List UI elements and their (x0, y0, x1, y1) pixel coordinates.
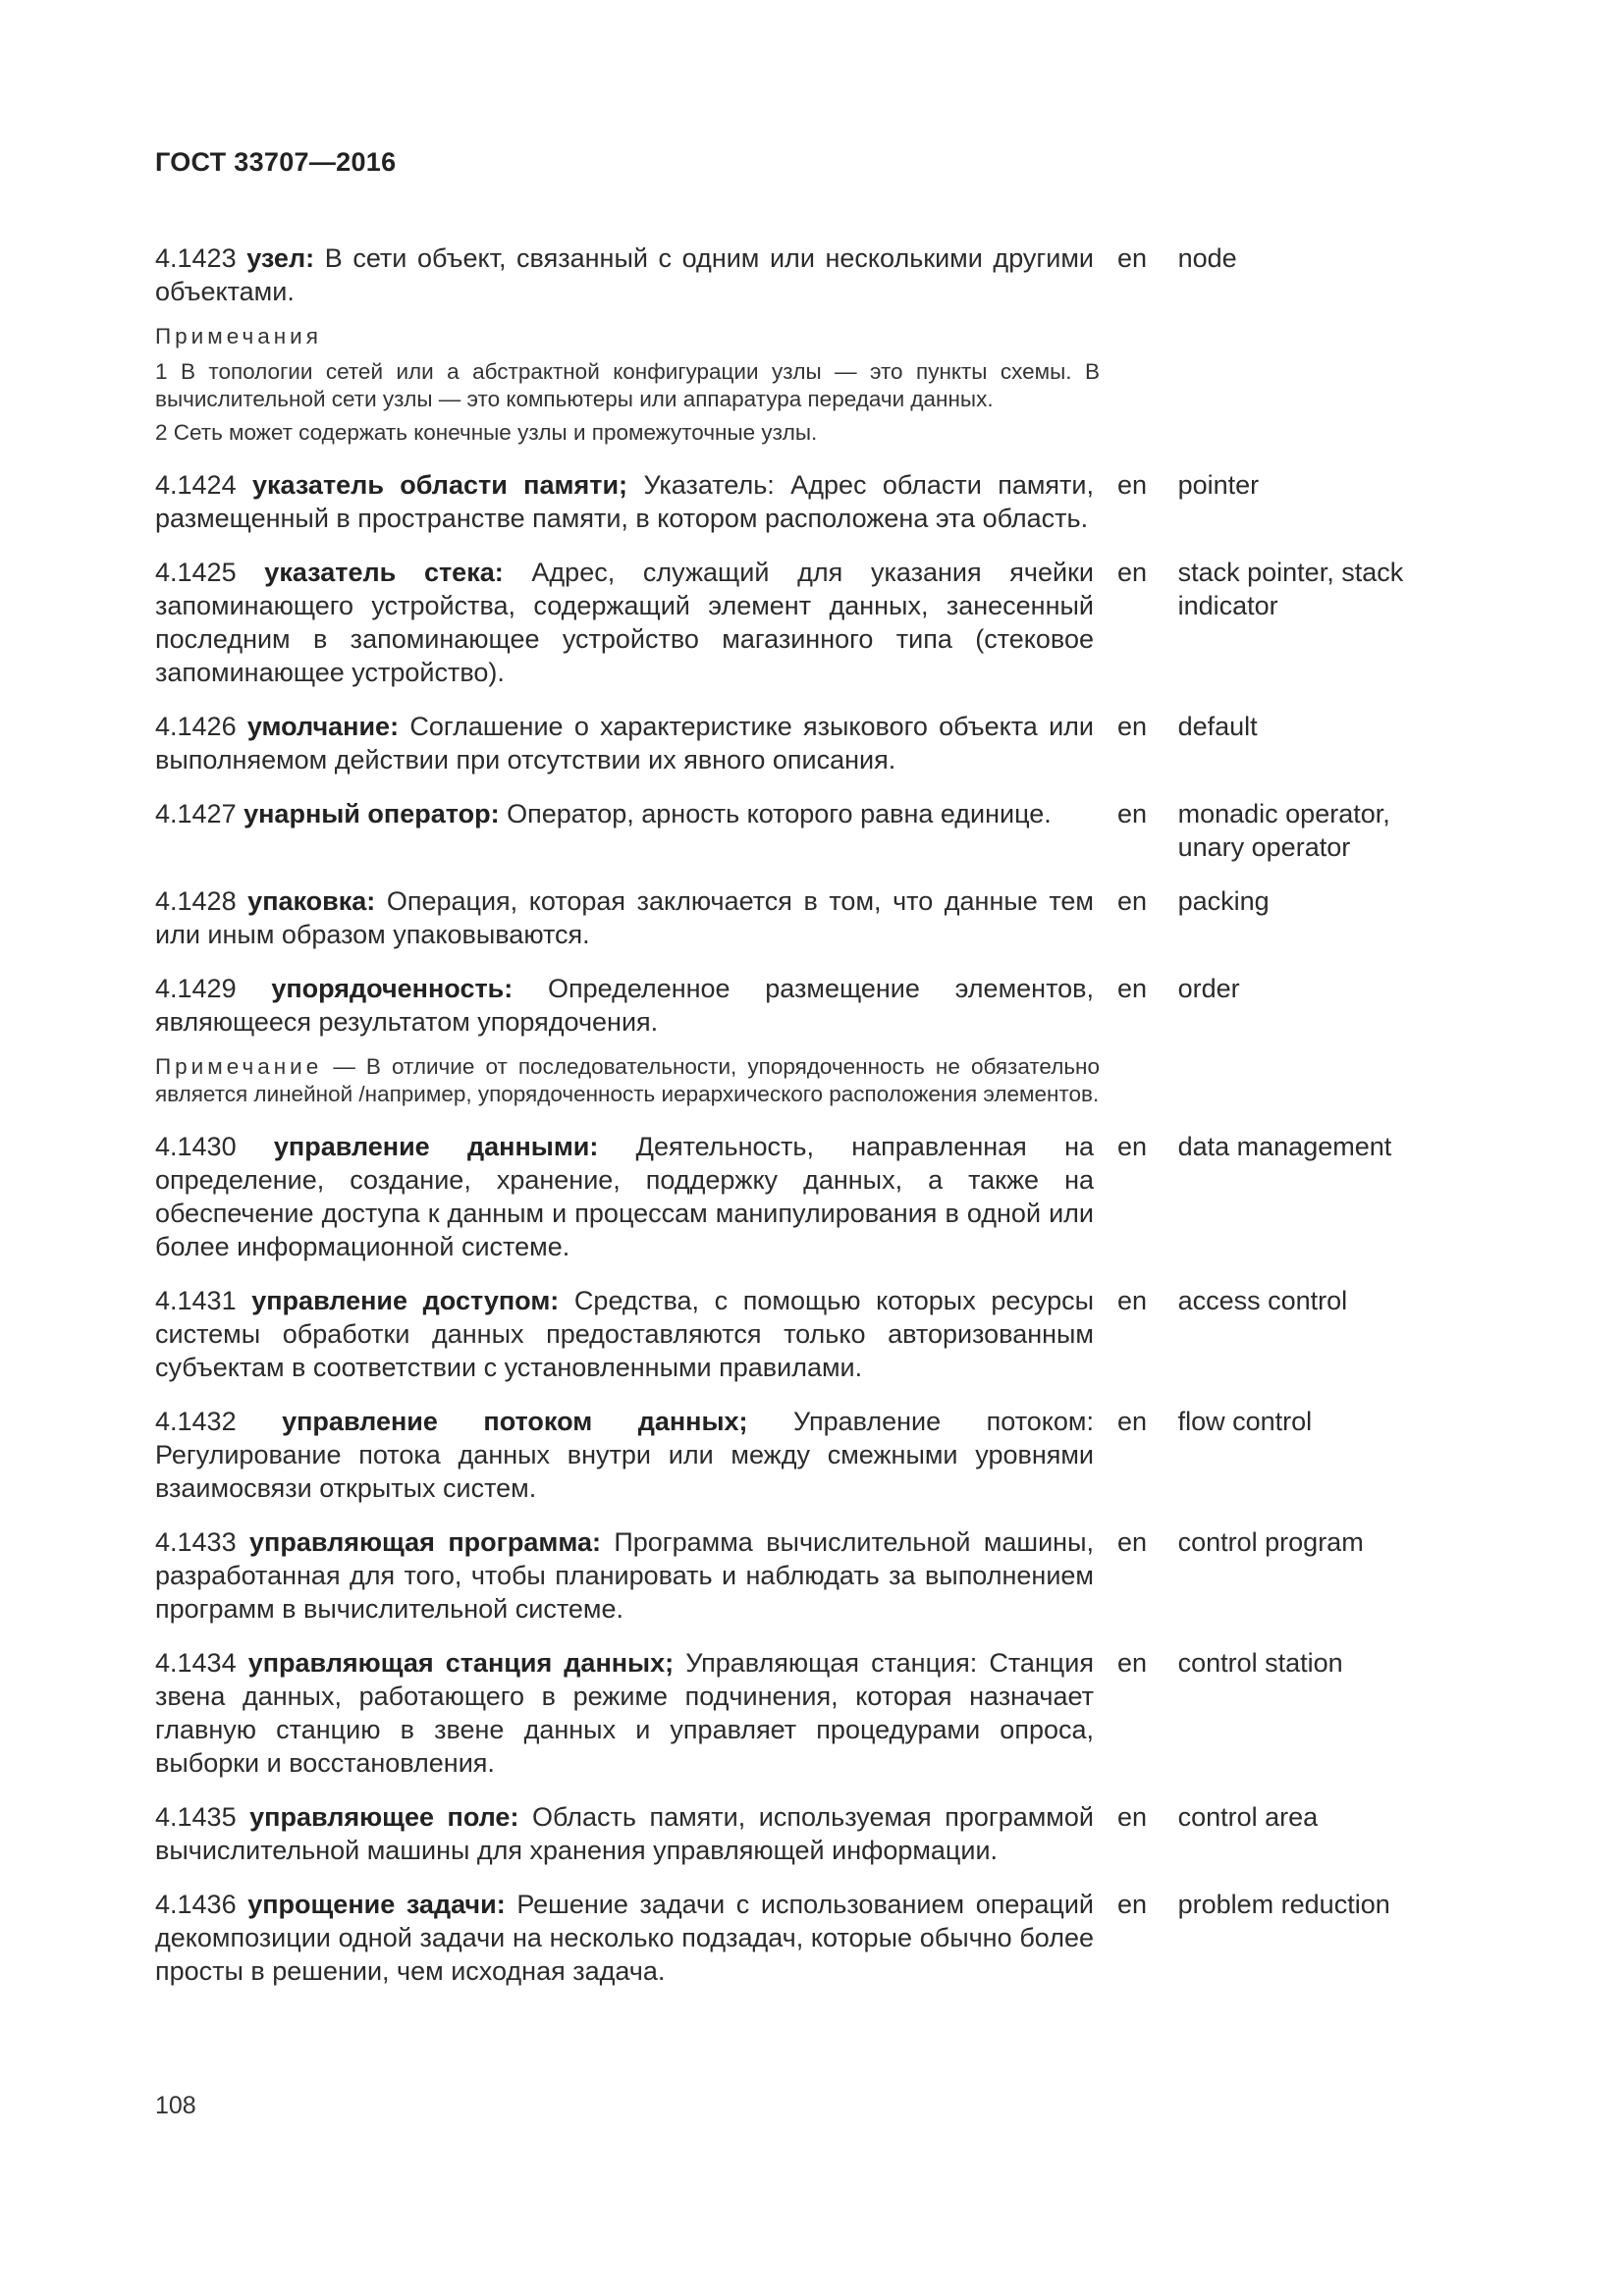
term-definition: 4.1433 управляющая программа: Программа вычислительной машины, разработанная для того, чтобы планировать и наблюдать за выполнением программ в вычислительной системе. (155, 1527, 1094, 1624)
term-definition: 4.1430 управление данными: Деятельность, направленная на определение, создание, хранение, поддержку данных, а также на обеспечение доступа к данным и процессам манипулирования в одной или более информационной системе. (155, 1132, 1094, 1261)
term-title: управляющее поле: (249, 1802, 519, 1832)
term-title: умолчание: (246, 712, 400, 741)
term-title: упрощение задачи: (247, 1890, 506, 1919)
language-code: en (1117, 1527, 1148, 1557)
term-entry-4-1426 (155, 710, 1432, 776)
note-label: Примечание (155, 1054, 323, 1079)
notes-title: Примечания (155, 324, 322, 348)
notes-block (155, 323, 1100, 447)
term-list (155, 241, 1432, 2008)
language-code: en (1117, 974, 1148, 1003)
term-entry-4-1429 (155, 972, 1432, 1039)
term-entry-4-1432 (155, 1405, 1432, 1505)
term-definition: 4.1423 узел: В сети объект, связанный с одним или несколькими другими объектами. (155, 243, 1094, 306)
term-definition: 4.1436 упрощение задачи: Решение задачи с использованием операций декомпозиции одной задачи на несколько подзадач, которые обычно более просты в решении, чем исходная задача. (155, 1890, 1095, 1986)
note-block (155, 1053, 1100, 1108)
term-definition: 4.1432 управление потоком данных; Управление потоком: Регулирование потока данных внутри или между смежными уровнями взаимосвязи открытых систем. (155, 1407, 1094, 1503)
term-definition: 4.1424 указатель области памяти; Указатель: Адрес области памяти, размещенный в пространстве памяти, в котором расположена эта область. (155, 470, 1094, 533)
term-title: унарный оператор: (244, 799, 500, 828)
term-title: упаковка: (247, 886, 376, 916)
term-definition: 4.1435 управляющее поле: Область памяти, используемая программой вычислительной машины для хранения управляющей информации. (155, 1802, 1094, 1865)
english-term: monadic operator, unary operator (1177, 799, 1390, 862)
term-entry-4-1431 (155, 1284, 1432, 1384)
language-code: en (1117, 243, 1148, 273)
page-number: 108 (155, 2092, 196, 2119)
english-term: access control (1177, 1286, 1348, 1315)
term-entry-4-1433 (155, 1525, 1432, 1626)
term-definition: 4.1431 управление доступом: Средства, с помощью которых ресурсы системы обработки данных предоставляются только авторизованным субъектам в соответствии с установленными правилами. (155, 1286, 1094, 1382)
term-entry-4-1424 (155, 468, 1432, 535)
term-title: управление данными: (273, 1132, 599, 1161)
term-title: упорядоченность: (271, 974, 514, 1003)
english-term: problem reduction (1177, 1890, 1390, 1919)
term-title: управляющая программа: (249, 1527, 601, 1557)
term-title: узел: (246, 243, 315, 273)
language-code: en (1117, 1802, 1148, 1832)
term-title: указатель стека: (264, 558, 504, 587)
language-code: en (1117, 470, 1148, 500)
term-definition: 4.1427 унарный оператор: Оператор, арность которого равна единице. (155, 799, 1052, 828)
english-term: node (1177, 243, 1237, 273)
term-title: указатель области памяти; (251, 470, 628, 500)
language-code: en (1117, 1407, 1148, 1436)
english-term: flow control (1177, 1407, 1313, 1436)
term-title: управление доступом: (251, 1286, 560, 1315)
document-header: ГОСТ 33707—2016 (155, 147, 397, 177)
language-code: en (1117, 886, 1148, 916)
english-term: data management (1177, 1132, 1392, 1161)
term-definition: 4.1425 указатель стека: Адрес, служащий для указания ячейки запоминающего устройства, содержащий элемент данных, занесенный последним в запоминающее устройство магазинного типа (стековое запоминающее устройство). (155, 558, 1094, 687)
term-title: управляющая станция данных; (247, 1648, 675, 1678)
note-item: Примечание — В отличие от последовательности, упорядоченность не обязательно является линейной /например, упорядоченность иерархического расположения элементов. (155, 1054, 1100, 1106)
note-item: 2 Сеть может содержать конечные узлы и промежуточные узлы. (155, 420, 818, 445)
term-entry-4-1428 (155, 884, 1432, 951)
term-entry-4-1435 (155, 1800, 1432, 1867)
english-term: default (1177, 712, 1258, 741)
language-code: en (1117, 799, 1148, 828)
term-entry-4-1423 (155, 241, 1432, 308)
term-title: управление потоком данных; (282, 1407, 748, 1436)
term-entry-4-1436 (155, 1888, 1432, 1988)
english-term: control area (1177, 1802, 1319, 1832)
note-item: 1 В топологии сетей или а абстрактной конфигурации узлы — это пункты схемы. В вычислительной сети узлы — это компьютеры или аппаратура передачи данных. (155, 359, 1100, 411)
term-entry-4-1434 (155, 1646, 1432, 1780)
english-term: control program (1177, 1527, 1364, 1557)
language-code: en (1117, 1648, 1148, 1678)
term-entry-4-1427 (155, 797, 1432, 864)
english-term: stack pointer, stack indicator (1177, 558, 1404, 620)
english-term: control station (1177, 1648, 1343, 1678)
language-code: en (1117, 558, 1148, 587)
english-term: packing (1177, 886, 1270, 916)
english-term: pointer (1177, 470, 1260, 500)
language-code: en (1117, 1890, 1148, 1919)
term-definition: 4.1426 умолчание: Соглашение о характеристике языкового объекта или выполняемом действии при отсутствии их явного описания. (155, 712, 1094, 774)
term-definition: 4.1429 упорядоченность: Определенное размещение элементов, являющееся результатом упорядочения. (155, 974, 1094, 1037)
term-entry-4-1425 (155, 556, 1432, 689)
term-definition: 4.1428 упаковка: Операция, которая заключается в том, что данные тем или иным образом упаковываются. (155, 886, 1094, 949)
language-code: en (1117, 712, 1148, 741)
language-code: en (1117, 1286, 1148, 1315)
language-code: en (1117, 1132, 1148, 1161)
term-definition: 4.1434 управляющая станция данных; Управляющая станция: Станция звена данных, работающего в режиме подчинения, которая назначает главную станцию в звене данных и управляет процедурами опроса, выборки и восстановления. (155, 1648, 1094, 1778)
english-term: order (1177, 974, 1240, 1003)
term-entry-4-1430 (155, 1130, 1432, 1263)
